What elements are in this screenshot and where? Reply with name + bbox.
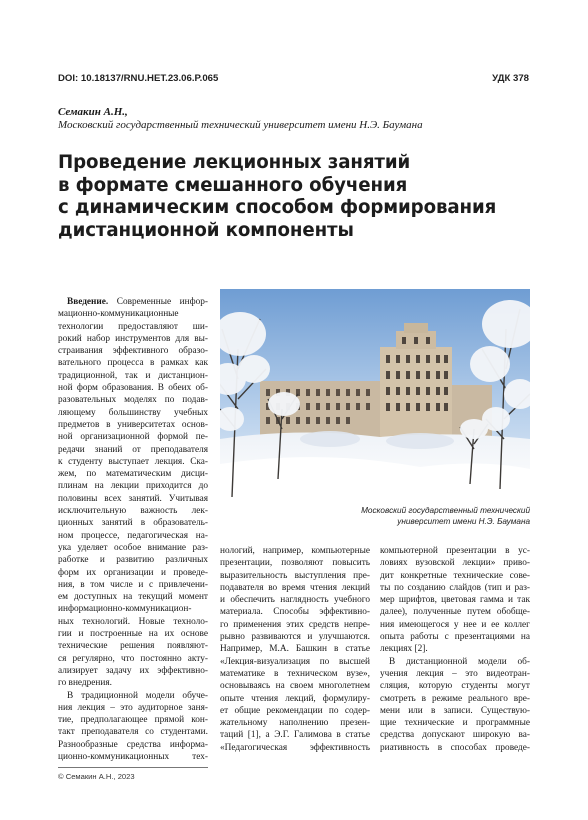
article-title bbox=[58, 152, 548, 242]
text-line: сляция, которую студенты могут bbox=[380, 681, 530, 692]
text-column-1 bbox=[58, 296, 208, 763]
text-line: риативность в способах проведе- bbox=[380, 742, 530, 753]
text-line: го внедрения. bbox=[58, 678, 112, 689]
text-line: таций [1], а Э.Г. Галимова в статье bbox=[220, 730, 370, 741]
text-line: предметов в университетах основ- bbox=[58, 419, 208, 430]
text-line: плинам на лекции приходится до bbox=[58, 481, 208, 492]
text-line: рокий набор инструментов для вы- bbox=[58, 333, 208, 344]
caption-line: университет имени Н.Э. Баумана bbox=[397, 517, 530, 526]
text-line: математике в техническом вузе», bbox=[220, 668, 370, 679]
text-line: учения лекция – это видеотран- bbox=[380, 668, 530, 679]
text-line: ной форм образования. В обеих об- bbox=[58, 383, 208, 394]
text-line: ся регулярно, что постоянно акту- bbox=[58, 653, 208, 664]
text-line: к студенту выступает лекция. Ска- bbox=[58, 456, 208, 467]
text-line: рывно развиваются и улучшаются. bbox=[220, 632, 370, 643]
text-line: «Педагогическая эффективность bbox=[220, 742, 370, 753]
text-line: исключительную важность лек- bbox=[58, 506, 208, 517]
text-line: ука уделяет особое внимание раз- bbox=[58, 542, 208, 553]
text-line: мени или в записи. Существую- bbox=[380, 705, 530, 716]
text-line: разовательных моделях по подав- bbox=[58, 395, 208, 406]
text-line: щие технические и программные bbox=[380, 718, 530, 729]
text-line: страивания эффективного образо- bbox=[58, 346, 208, 357]
text-column-3 bbox=[380, 545, 530, 754]
text-line: ном процессе, педагогическая на- bbox=[58, 530, 208, 541]
text-line: основываясь на своем многолетнем bbox=[220, 681, 370, 692]
text-line: жем, по математическим дисци- bbox=[58, 469, 208, 480]
author-name: Семакин А.Н., bbox=[58, 106, 128, 118]
text-line: Введение. Современные инфор- bbox=[67, 297, 208, 307]
text-line: ты по созданию слайдов (тип и раз- bbox=[380, 582, 530, 593]
text-line: и обеспечить наглядность учебного bbox=[220, 595, 370, 606]
doi-line: DOI: 10.18137/RNU.HET.23.06.P.065 bbox=[58, 73, 219, 84]
text-line: ляющему большинству учебных bbox=[58, 407, 208, 418]
udk-code: УДК 378 bbox=[492, 73, 529, 84]
text-line: гии и построенные на их основе bbox=[58, 629, 208, 640]
text-line: ной организационной формой пе- bbox=[58, 432, 208, 443]
text-line: ет общие рекомендации по содер- bbox=[220, 705, 370, 716]
text-line: выразительность выступления пре- bbox=[220, 570, 370, 581]
text-line: работке и развитию различных bbox=[58, 555, 208, 566]
text-line: ем доступных на текущий момент bbox=[58, 592, 208, 603]
author-affiliation: Московский государственный технический университет имени Н.Э. Баумана bbox=[58, 119, 423, 131]
text-line: редачи знаний от преподавателя bbox=[58, 444, 208, 455]
title-line: Проведение лекционных занятий bbox=[58, 152, 411, 173]
title-line: в формате смешанного обучения bbox=[58, 174, 408, 196]
text-line: ния лекция – это аудиторное заня- bbox=[58, 702, 208, 713]
title-line: с динамическим способом формирования bbox=[58, 197, 497, 218]
footnote-rule bbox=[58, 767, 208, 768]
text-line: форм их организации и проведе- bbox=[58, 567, 208, 578]
text-line: опыта работы с презентациями на bbox=[380, 632, 530, 643]
text-line: средства допускают широкую ва- bbox=[380, 730, 530, 741]
text-line: мер шрифтов, цветовая гамма и так bbox=[380, 595, 530, 606]
text-line: ционно-коммуникационных тех- bbox=[58, 751, 208, 762]
university-winter-photo bbox=[220, 289, 530, 497]
copyright-note: © Семакин А.Н., 2023 bbox=[58, 772, 135, 781]
text-line: ния, в том числе и с привлечени- bbox=[58, 579, 208, 590]
author-block bbox=[58, 106, 423, 132]
text-line: Например, М.А. Башкин в статье bbox=[220, 644, 370, 655]
text-line: компьютерной презентации в ус- bbox=[380, 546, 530, 556]
text-line: половины всех занятий. Учитывая bbox=[58, 493, 208, 504]
text-line: технологии предоставляют ши- bbox=[58, 321, 208, 332]
text-line: дит конкретные технические сове- bbox=[380, 570, 530, 581]
text-line: материала. Способы эффективно- bbox=[220, 607, 370, 618]
text-line: тие, предполагающее прямой кон- bbox=[58, 715, 208, 726]
text-line: ционных занятий в образователь- bbox=[58, 518, 208, 529]
text-line: традиционной, так и дистанцион- bbox=[58, 370, 208, 381]
text-line: лекциях [2]. bbox=[380, 644, 428, 655]
text-line: Разнообразные средства информа- bbox=[58, 739, 208, 750]
text-line: мационно-коммуникационные bbox=[58, 309, 179, 320]
text-line: жательному наполнению презен- bbox=[220, 718, 370, 729]
text-line: далее), полученные путем обобще- bbox=[380, 607, 530, 618]
text-line: ных технологий. Новые техноло- bbox=[58, 616, 208, 627]
text-line: такт преподавателя со студентами. bbox=[58, 727, 208, 738]
text-line: вательного процесса в рамках как bbox=[58, 358, 208, 369]
text-line: «Лекция-визуализация по высшей bbox=[220, 656, 370, 667]
text-line: нологий, например, компьютерные bbox=[220, 546, 370, 556]
text-line: В дистанционной модели об- bbox=[389, 656, 530, 667]
text-line: го применения этих средств непре- bbox=[220, 619, 370, 630]
text-line: ловиях вузовской лекции» приво- bbox=[380, 558, 530, 569]
text-line: В традиционной модели обуче- bbox=[67, 690, 208, 701]
title-line: дистанционной компоненты bbox=[58, 219, 354, 241]
intro-label: Введение. bbox=[67, 297, 109, 307]
text-line: информационно-коммуникацион- bbox=[58, 604, 192, 615]
text-line: смотреть в режиме реального вре- bbox=[380, 693, 530, 704]
text-column-2 bbox=[220, 545, 370, 754]
text-line: подавателя во время чтения лекций bbox=[220, 582, 370, 593]
text-line: технические решения появляют- bbox=[58, 641, 208, 652]
caption-line: Московский государственный технический bbox=[361, 506, 530, 515]
photo-caption bbox=[220, 505, 530, 527]
text-line: ализирует задачу их эффективно- bbox=[58, 665, 208, 676]
text-line: презентации, позволяют повысить bbox=[220, 558, 370, 569]
text-line: опыте чтения лекций, формулиру- bbox=[220, 693, 370, 704]
text-line: ния имеющегося у нее и ее коллег bbox=[380, 619, 530, 630]
